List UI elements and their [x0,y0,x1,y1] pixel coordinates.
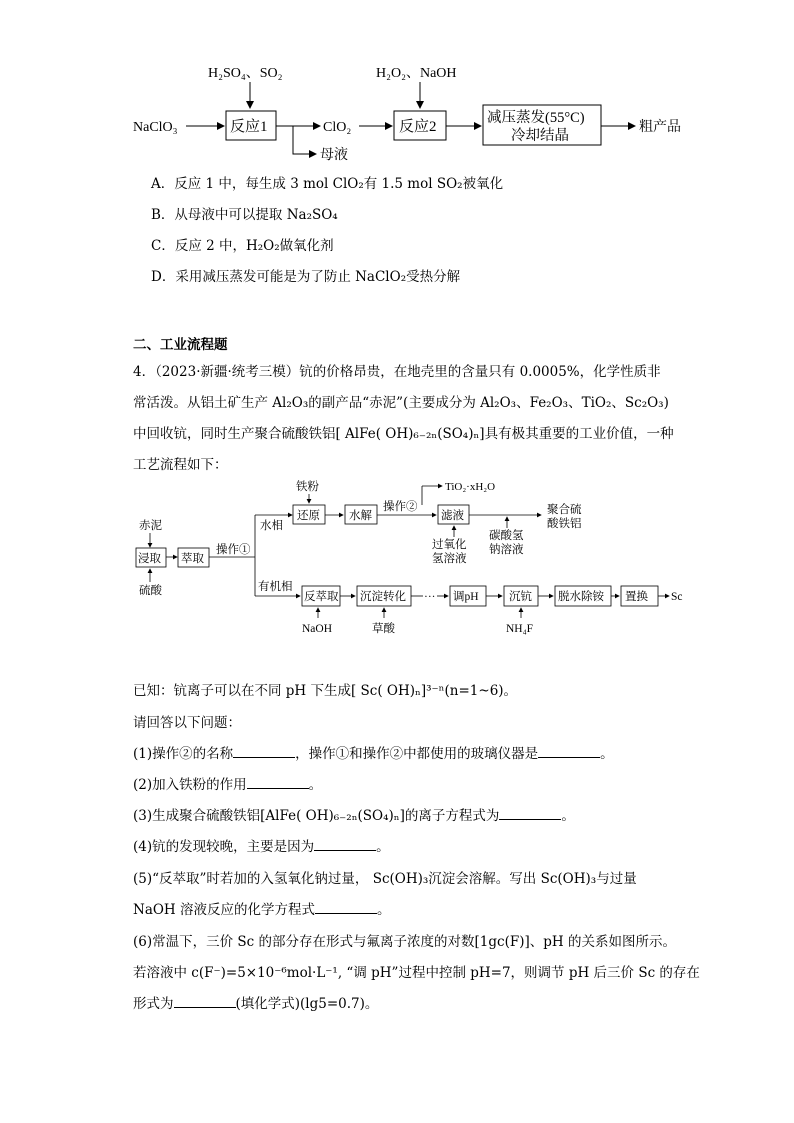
label-liusuan: 硫酸 [139,585,162,597]
answer-blank-1a[interactable] [233,745,295,758]
option-a: A．反应 1 中，每生成 3 mol ClO₂有 1.5 mol SO₂被氧化 [151,176,504,192]
question-line-3: 中回收钪，同时生产聚合硫酸铁铝[ AlFe( OH)₆₋₂ₙ(SO₄)ₙ]具有极其重要的工业价值，一种 [133,426,674,442]
label-chini: 赤泥 [139,520,162,532]
reagent-h2so4-so2: H₂SO₄、SO₂ [208,66,283,81]
sub-question-5-line2: NaOH 溶液反应的化学方程式 。 [133,902,391,918]
box-cuiqu-label: 萃取 [181,553,204,565]
label-nahco3-line1: 碳酸氢 [489,530,524,542]
label-nahco3-line2: 钠溶液 [489,544,524,556]
known-info: 已知：钪离子可以在不同 pH 下生成[ Sc( OH)ₙ]³⁻ⁿ(n=1~6)。 [133,683,518,699]
box-reaction-2-label: 反应2 [399,119,437,135]
sub-question-2: (2)加入铁粉的作用 。 [133,777,323,793]
box-tuoshui-label: 脱水除铵 [558,591,604,603]
mid-clo2: ClO₂ [323,120,352,135]
box-evaporation-line2: 冷却结晶 [511,128,569,144]
sub-question-4: (4)钪的发现较晚，主要是因为 。 [133,839,390,855]
box-zhihuan-label: 置换 [625,591,648,603]
sub-question-1: (1)操作②的名称 ，操作①和操作②中都使用的玻璃仪器是 。 [133,746,614,762]
label-youjixiang: 有机相 [258,581,293,593]
option-c: C．反应 2 中，H₂O₂做氧化剂 [151,238,334,254]
box-lvye-label: 滤液 [441,510,464,522]
box-huanyuan-label: 还原 [297,510,320,522]
answer-blank-6[interactable] [174,995,236,1008]
box-tiaoph-label: 调pH [453,591,479,603]
reagent-h2o2-naoh: H₂O₂、NaOH [376,66,457,81]
option-b: B．从母液中可以提取 Na₂SO₄ [151,207,338,223]
label-tiefen: 铁粉 [296,481,319,493]
box-fancuiqu-label: 反萃取 [304,591,339,603]
side-output-muye: 母液 [320,148,348,163]
sub-question-3: (3)生成聚合硫酸铁铝[AlFe( OH)₆₋₂ₙ(SO₄)ₙ]的离子方程式为 。 [133,808,575,824]
label-h2o2-line2: 氢溶液 [432,553,467,565]
flow-diagram-1 [0,0,794,170]
answer-blank-5[interactable] [315,901,377,914]
box-chenkang-label: 沉钪 [509,591,532,603]
label-shuixiang: 水相 [260,520,283,532]
answer-prompt: 请回答以下问题： [133,715,241,731]
label-caozuo1: 操作① [216,544,251,556]
answer-blank-4[interactable] [314,838,376,851]
box-shuijie-label: 水解 [349,510,372,522]
output-crude-product: 粗产品 [639,120,681,135]
label-h2o2-line1: 过氧化 [432,539,467,551]
label-tio2-xh2o: TiO₂·xH₂O [445,481,496,493]
sub-question-6-line2: 若溶液中 c(F⁻)=5×10⁻⁶mol·L⁻¹, “调 pH”过程中控制 pH=7，则调节 pH 后三价 Sc 的存在 [133,965,700,981]
sub-question-5-line1: (5)“反萃取”时若加的入氢氧化钠过量， Sc(OH)₃沉淀会溶解。写出 Sc(OH)₃与过量 [133,871,637,887]
answer-blank-1b[interactable] [538,745,600,758]
input-naclo3: NaClO₃ [133,120,178,135]
label-caozuo2: 操作② [383,501,418,513]
answer-blank-3[interactable] [499,807,561,820]
flow-diagram-2 [0,470,794,650]
box-jinqu-label: 浸取 [138,553,161,565]
question-line-4: 工艺流程如下： [133,457,228,473]
question-line-2: 常活泼。从铝土矿生产 Al₂O₃的副产品“赤泥”(主要成分为 Al₂O₃、Fe₂O₃、TiO₂、Sc₂O₃) [133,395,669,411]
label-product-line2: 酸铁铝 [547,518,582,530]
label-nh4f: NH₄F [506,623,534,635]
option-d: D．采用减压蒸发可能是为了防止 NaClO₂受热分解 [151,269,461,285]
box-reaction-1-label: 反应1 [230,119,268,135]
answer-blank-2[interactable] [247,776,309,789]
section-title: 二、工业流程题 [133,337,228,353]
label-dots: ··· [424,591,436,603]
label-sc: Sc [671,591,683,603]
label-naoh: NaOH [302,623,333,635]
question-line-1: 4．（2023·新疆·统考三模）钪的价格昂贵，在地壳里的含量只有 0.0005%，化学性质非 [133,364,661,380]
sub-question-6-line3: 形式为 (填化学式)(lg5=0.7)。 [133,996,379,1012]
label-product-line1: 聚合硫 [547,504,582,516]
sub-question-6-line1: (6)常温下，三价 Sc 的部分存在形式与氟离子浓度的对数[1gc(F)]、pH 的关系如图所示。 [133,934,676,950]
box-evaporation-line1: 减压蒸发(55°C) [487,110,585,126]
label-caosuan: 草酸 [372,623,395,635]
box-chendian-label: 沉淀转化 [360,591,406,603]
